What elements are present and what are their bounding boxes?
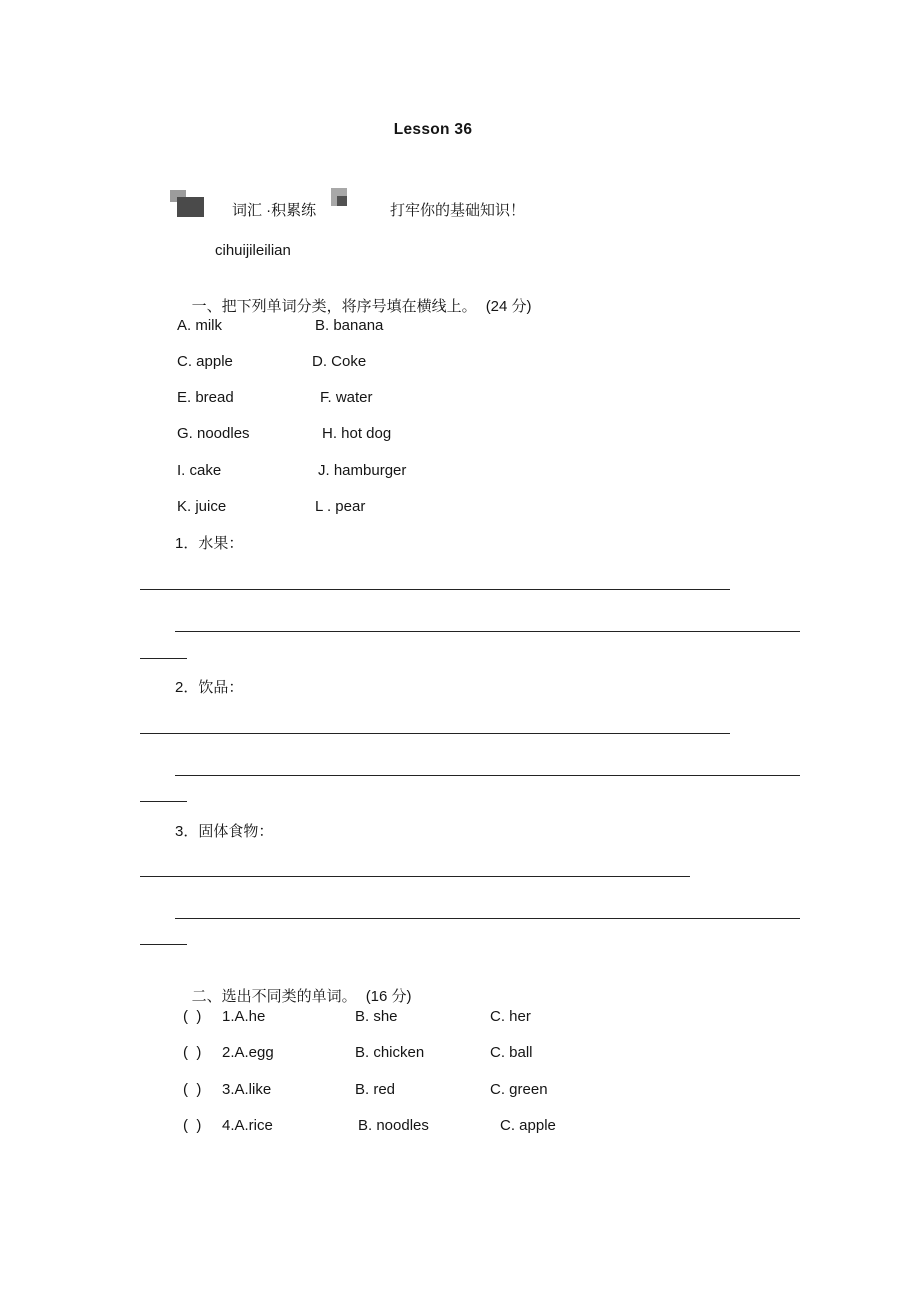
choice-option: C. ball bbox=[490, 1044, 533, 1061]
word-item: G. noodles bbox=[177, 425, 250, 442]
section1-points: (24 分) bbox=[485, 297, 532, 315]
pinyin-label: cihuijileilian bbox=[215, 242, 291, 259]
answer-line bbox=[140, 944, 187, 945]
word-item: F. water bbox=[320, 389, 373, 406]
word-item: A. milk bbox=[177, 317, 222, 334]
section1-heading-text: 一、把下列单词分类，将序号填在横线上。 bbox=[191, 297, 477, 315]
word-item: H. hot dog bbox=[322, 425, 392, 442]
header-tagline: 打牢你的基础知识！ bbox=[390, 202, 526, 219]
choice-option: 1.A.he bbox=[222, 1008, 266, 1025]
image-fragment bbox=[177, 197, 204, 217]
answer-blank: ( ) bbox=[183, 1044, 202, 1061]
choice-option: C. apple bbox=[500, 1117, 556, 1134]
choice-option: 2.A.egg bbox=[222, 1044, 274, 1061]
answer-blank: ( ) bbox=[183, 1117, 202, 1134]
question-label: 2．饮品： bbox=[175, 679, 244, 696]
image-placeholder-icon bbox=[170, 190, 206, 217]
question-label: 3．固体食物： bbox=[175, 823, 274, 840]
answer-line bbox=[140, 733, 730, 734]
answer-line bbox=[140, 658, 187, 659]
word-item: E. bread bbox=[177, 389, 234, 406]
word-item: D. Coke bbox=[312, 353, 367, 370]
header-section-label: 词汇 ·积累练 bbox=[232, 202, 317, 219]
section2-heading-text: 二、选出不同类的单词。 bbox=[191, 987, 357, 1005]
answer-line bbox=[175, 631, 800, 632]
image-fragment bbox=[337, 196, 347, 206]
choice-option: B. noodles bbox=[358, 1117, 429, 1134]
answer-line bbox=[140, 876, 690, 877]
question-label: 1．水果： bbox=[175, 535, 244, 552]
choice-option: C. green bbox=[490, 1081, 548, 1098]
section2-points: (16 分) bbox=[365, 987, 412, 1005]
word-item: L . pear bbox=[315, 498, 366, 515]
choice-option: C. her bbox=[490, 1008, 531, 1025]
choice-option: B. red bbox=[355, 1081, 396, 1098]
answer-line bbox=[175, 775, 800, 776]
choice-option: 3.A.like bbox=[222, 1081, 272, 1098]
answer-line bbox=[175, 918, 800, 919]
choice-option: B. she bbox=[355, 1008, 398, 1025]
choice-option: 4.A.rice bbox=[222, 1117, 273, 1134]
answer-line bbox=[140, 801, 187, 802]
word-item: J. hamburger bbox=[318, 462, 407, 479]
answer-blank: ( ) bbox=[183, 1008, 202, 1025]
word-item: C. apple bbox=[177, 353, 233, 370]
choice-option: B. chicken bbox=[355, 1044, 425, 1061]
answer-line bbox=[140, 589, 730, 590]
image-placeholder-icon bbox=[331, 188, 347, 206]
page-title: Lesson 36 bbox=[393, 121, 473, 138]
word-item: K. juice bbox=[177, 498, 227, 515]
answer-blank: ( ) bbox=[183, 1081, 202, 1098]
word-item: B. banana bbox=[315, 317, 384, 334]
word-item: I. cake bbox=[177, 462, 222, 479]
